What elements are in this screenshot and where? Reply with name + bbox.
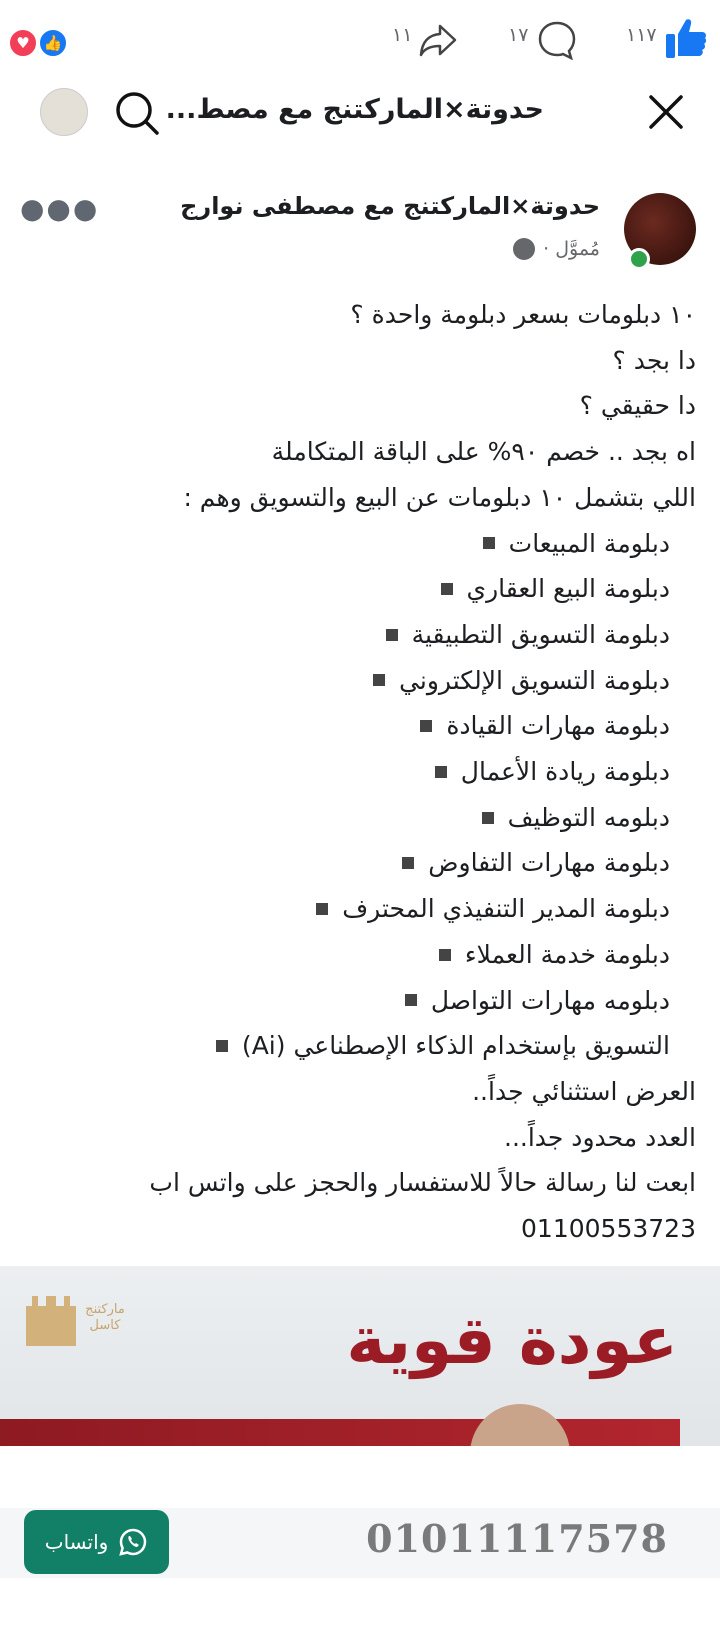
like-icon[interactable] [664,16,708,60]
bullet-text: دبلومة ريادة الأعمال [460,757,670,787]
whatsapp-button[interactable] [24,1510,169,1574]
text-line: العرض استثنائي جداً.. [472,1076,696,1106]
square-bullet-icon [483,537,495,549]
bullet-text: دبلومة البيع العقاري [466,574,670,604]
bullet-item [16,521,696,567]
square-bullet-icon [435,766,447,778]
bullet-item [16,749,696,795]
text-line: العدد محدود جداً... [504,1122,696,1152]
square-bullet-icon [405,994,417,1006]
bullet-text: دبلومه مهارات التواصل [430,985,670,1015]
bullet-item [16,566,696,612]
top-header [0,82,720,146]
whatsapp-label: واتساب [44,1530,109,1554]
cta-phone-number: 01011117578 [366,1516,668,1561]
like-reaction-icon: 👍 [38,28,68,58]
page-avatar[interactable] [40,88,88,136]
square-bullet-icon [216,1040,228,1052]
post-header [0,180,720,280]
header-title: حدوتة×الماركتنج مع مصط... [165,94,544,125]
bullet-text: دبلومة مهارات القيادة [446,711,670,741]
text-line: دا بجد ؟ [612,345,696,375]
person-photo [470,1404,570,1446]
post-text [16,292,696,1252]
square-bullet-icon [386,629,398,641]
bullet-item [16,840,696,886]
bullet-item [16,795,696,841]
post-meta [513,238,600,260]
bullet-text: دبلومة مهارات التفاوض [428,848,670,878]
whatsapp-icon [118,1527,148,1557]
author-name[interactable]: حدوتة×الماركتنج مع مصطفى نوارج [180,192,600,220]
like-count: ١١٧ [626,24,657,46]
text-line: اللي بتشمل ١٠ دبلومات عن البيع والتسويق وهم : [183,482,696,512]
comment-count: ١٧ [508,24,529,46]
square-bullet-icon [373,674,385,686]
square-bullet-icon [420,720,432,732]
search-icon[interactable] [112,88,162,138]
love-reaction-icon: ♥ [8,28,38,58]
phone-number-text[interactable]: 01100553723 [521,1214,696,1244]
bullet-item [16,703,696,749]
bullet-text: دبلومه التوظيف [507,802,670,832]
bullet-item [16,978,696,1024]
text-line: ١٠ دبلومات بسعر دبلومة واحدة ؟ [350,300,696,329]
square-bullet-icon [482,812,494,824]
globe-icon [513,238,535,260]
comment-icon[interactable] [536,20,578,60]
bullet-text: دبلومة خدمة العملاء [464,939,670,969]
square-bullet-icon [316,903,328,915]
sponsored-label: مُموَّل · [543,238,600,260]
close-icon[interactable] [648,94,684,130]
castle-logo-icon [26,1296,76,1346]
ad-headline: عودة قوية [346,1302,678,1379]
bullet-item [16,932,696,978]
cta-bar [0,1508,720,1578]
bullet-text: التسويق بإستخدام الذكاء الإصطناعي (Ai) [241,1031,670,1061]
bullet-item [16,612,696,658]
square-bullet-icon [402,857,414,869]
bullet-text: دبلومة التسويق التطبيقية [411,619,670,649]
square-bullet-icon [439,949,451,961]
more-options-icon[interactable]: ●●● [20,192,100,225]
bullet-item [16,886,696,932]
share-icon[interactable] [418,22,458,58]
online-status-dot [628,248,650,270]
bullet-item [16,658,696,704]
bullet-text: دبلومة المبيعات [508,528,670,558]
bullet-text: دبلومة التسويق الإلكتروني [399,665,670,695]
text-line: دا حقيقي ؟ [579,391,696,421]
logo-text: ماركتنج كاسل [85,1302,125,1333]
share-count: ١١ [392,24,413,46]
red-banner [0,1419,680,1446]
square-bullet-icon [441,583,453,595]
text-line: اه بجد .. خصم ٩٠% على الباقة المتكاملة [271,437,696,467]
reaction-bar [0,10,720,62]
bullet-text: دبلومة المدير التنفيذي المحترف [342,894,670,924]
bullet-item [16,1023,696,1069]
ad-image[interactable] [0,1266,720,1446]
text-line: ابعت لنا رسالة حالاً للاستفسار والحجز على واتس اب [149,1168,696,1198]
